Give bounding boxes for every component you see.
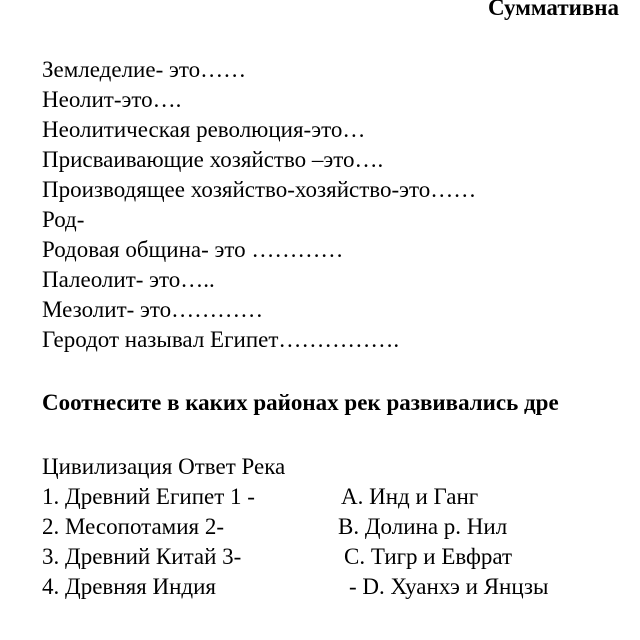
document-title: Суммативна [488, 0, 620, 20]
civilization-item: 2. Месопотамия 2- [42, 514, 225, 539]
river-option: A. Инд и Ганг [341, 484, 479, 509]
definition-line: Родовая община- это ………… [42, 237, 344, 262]
definition-line: Род- [42, 207, 85, 232]
task-heading: Соотнесите в каких районах рек развивались дре [42, 390, 559, 415]
definition-line: Мезолит- это………… [42, 297, 264, 322]
river-option: B. Долина р. Нил [338, 514, 508, 539]
definition-line: Неолит-это…. [42, 87, 182, 112]
definition-line: Палеолит- это….. [42, 267, 215, 292]
civilization-item: 1. Древний Египет 1 - [42, 484, 255, 509]
definition-line: Присваивающие хозяйство –это…. [42, 147, 384, 172]
river-option: C. Тигр и Евфрат [344, 544, 513, 569]
table-header: Цивилизация Ответ Река [42, 454, 286, 479]
civilization-item: 4. Древняя Индия [42, 574, 216, 599]
definition-line: Неолитическая революция-это… [42, 117, 366, 142]
definition-line: Геродот называл Египет……………. [42, 327, 400, 352]
definition-line: Земледелие- это…… [42, 57, 247, 82]
river-option: - D. Хуанхэ и Янцзы [349, 574, 549, 599]
definition-line: Производящее хозяйство-хозяйство-это…… [42, 177, 477, 202]
civilization-item: 3. Древний Китай 3- [42, 544, 242, 569]
